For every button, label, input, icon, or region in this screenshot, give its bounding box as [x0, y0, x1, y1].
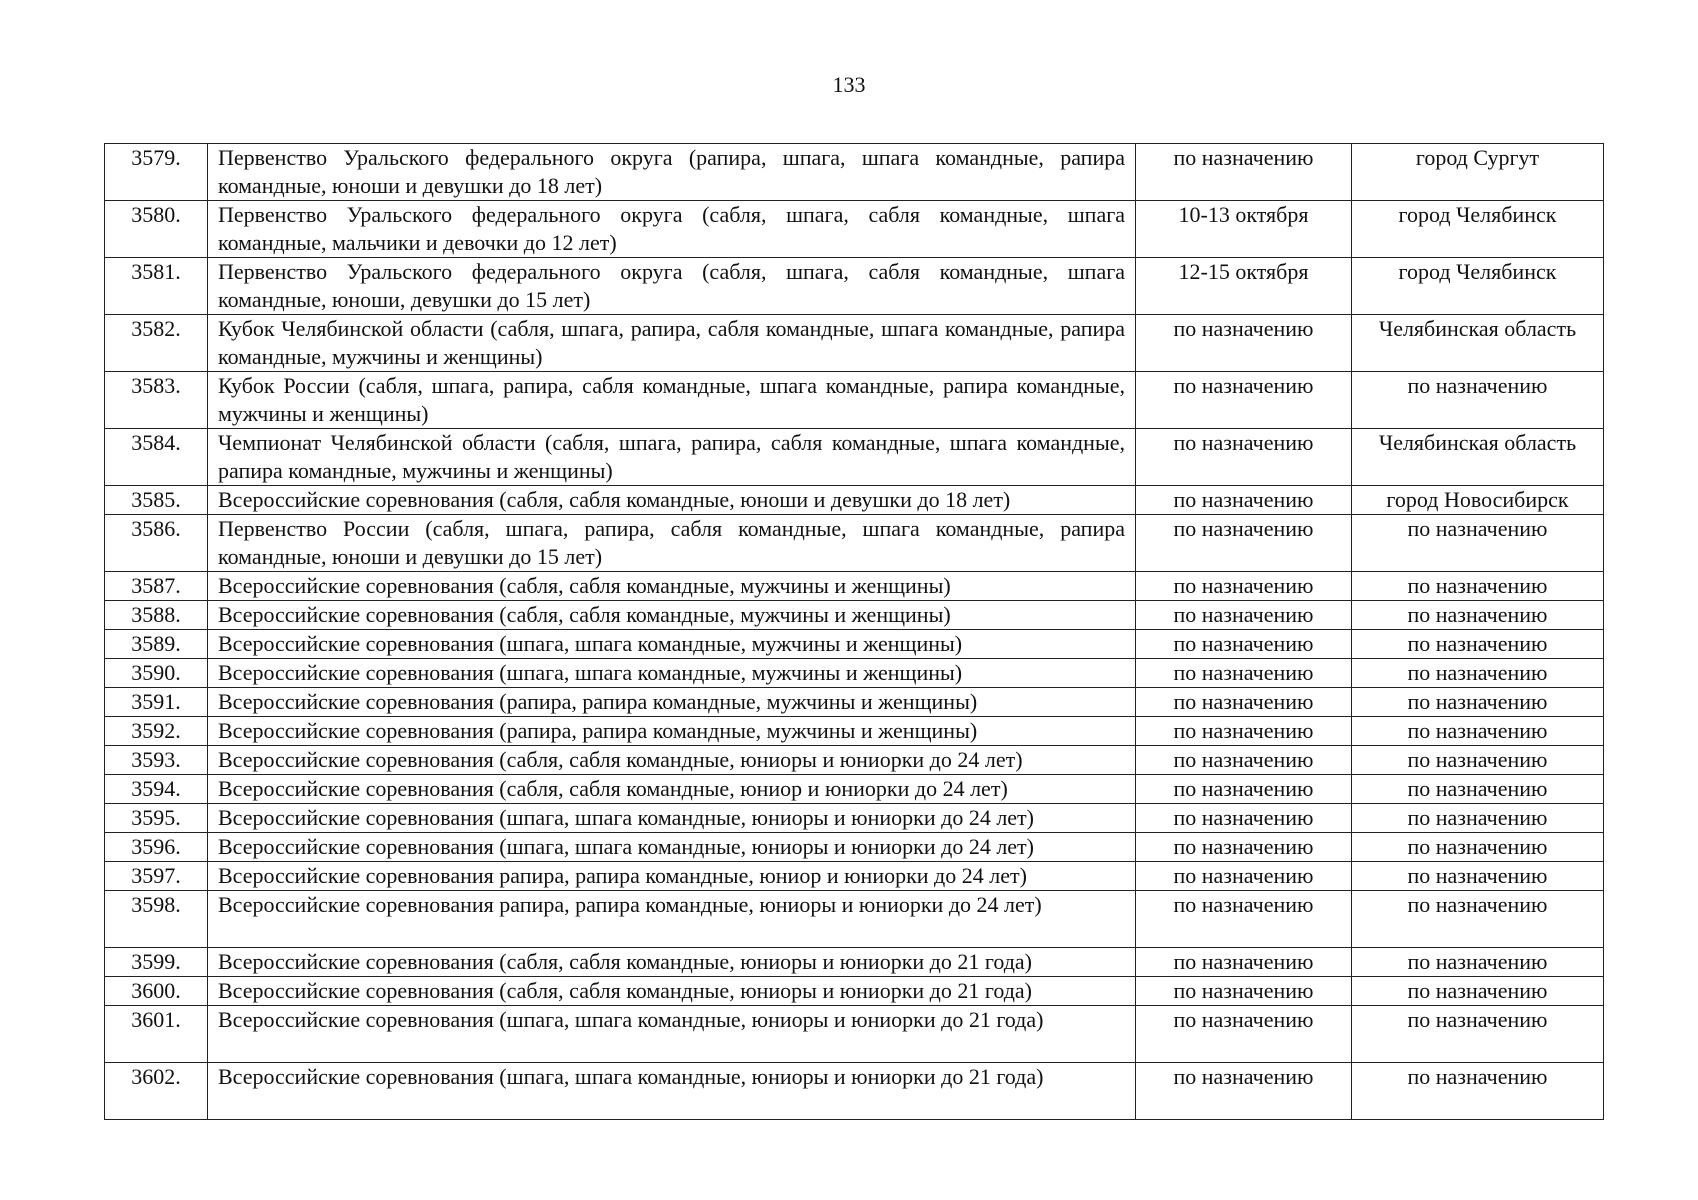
- table-row: [105, 372, 1604, 429]
- event-name: Всероссийские соревнования (шпага, шпага командные, юниоры и юниорки до 21 года): [208, 1063, 1136, 1120]
- event-location: город Челябинск: [1352, 258, 1604, 315]
- event-name: Первенство Уральского федерального округа (рапира, шпага, шпага командные, рапира командные, юноши и девушки до 18 лет): [208, 144, 1136, 201]
- event-dates: по назначению: [1136, 688, 1352, 717]
- event-dates: по назначению: [1136, 144, 1352, 201]
- event-name: Всероссийские соревнования (шпага, шпага командные, мужчины и женщины): [208, 630, 1136, 659]
- event-dates: по назначению: [1136, 572, 1352, 601]
- table-row: [105, 258, 1604, 315]
- event-dates: по назначению: [1136, 804, 1352, 833]
- row-number: 3582.: [105, 315, 208, 372]
- table-row: [105, 630, 1604, 659]
- event-location: по назначению: [1352, 572, 1604, 601]
- row-number: 3585.: [105, 486, 208, 515]
- page-number: 133: [832, 72, 866, 97]
- row-number: 3586.: [105, 515, 208, 572]
- row-number: 3596.: [105, 833, 208, 862]
- row-number: 3594.: [105, 775, 208, 804]
- row-number: 3598.: [105, 891, 208, 948]
- table-row: [105, 804, 1604, 833]
- table-row: [105, 201, 1604, 258]
- event-name: Всероссийские соревнования (сабля, сабля командные, юниор и юниорки до 24 лет): [208, 775, 1136, 804]
- event-location: по назначению: [1352, 1063, 1604, 1120]
- table-row: [105, 833, 1604, 862]
- event-dates: по назначению: [1136, 372, 1352, 429]
- table-row: [105, 429, 1604, 486]
- row-number: 3602.: [105, 1063, 208, 1120]
- event-location: по назначению: [1352, 862, 1604, 891]
- table-row: [105, 144, 1604, 201]
- row-number: 3580.: [105, 201, 208, 258]
- event-name: Кубок России (сабля, шпага, рапира, сабля командные, шпага командные, рапира командные, мужчины и женщины): [208, 372, 1136, 429]
- table-row: [105, 572, 1604, 601]
- row-number: 3592.: [105, 717, 208, 746]
- event-location: Челябинская область: [1352, 429, 1604, 486]
- event-dates: 12-15 октября: [1136, 258, 1352, 315]
- event-location: по назначению: [1352, 891, 1604, 948]
- event-name: Всероссийские соревнования (сабля, сабля командные, юниоры и юниорки до 21 года): [208, 977, 1136, 1006]
- event-location: по назначению: [1352, 1006, 1604, 1063]
- event-dates: по назначению: [1136, 948, 1352, 977]
- table-row: [105, 1063, 1604, 1120]
- event-dates: по назначению: [1136, 601, 1352, 630]
- event-name: Всероссийские соревнования (сабля, сабля командные, мужчины и женщины): [208, 601, 1136, 630]
- row-number: 3591.: [105, 688, 208, 717]
- event-name: Первенство Уральского федерального округа (сабля, шпага, сабля командные, шпага командные, юноши, девушки до 15 лет): [208, 258, 1136, 315]
- event-name: Всероссийские соревнования (рапира, рапира командные, мужчины и женщины): [208, 688, 1136, 717]
- row-number: 3589.: [105, 630, 208, 659]
- event-location: по назначению: [1352, 515, 1604, 572]
- table-row: [105, 746, 1604, 775]
- event-location: по назначению: [1352, 977, 1604, 1006]
- row-number: 3583.: [105, 372, 208, 429]
- row-number: 3601.: [105, 1006, 208, 1063]
- table-row: [105, 891, 1604, 948]
- event-location: по назначению: [1352, 372, 1604, 429]
- event-name: Всероссийские соревнования (сабля, сабля командные, юниоры и юниорки до 24 лет): [208, 746, 1136, 775]
- event-dates: по назначению: [1136, 717, 1352, 746]
- event-name: Всероссийские соревнования (сабля, сабля командные, мужчины и женщины): [208, 572, 1136, 601]
- table-row: [105, 717, 1604, 746]
- event-dates: по назначению: [1136, 833, 1352, 862]
- event-location: по назначению: [1352, 775, 1604, 804]
- event-dates: по назначению: [1136, 515, 1352, 572]
- table-row: [105, 977, 1604, 1006]
- event-name: Чемпионат Челябинской области (сабля, шпага, рапира, сабля командные, шпага командные, рапира командные, мужчины и женщины): [208, 429, 1136, 486]
- event-name: Всероссийские соревнования рапира, рапира командные, юниоры и юниорки до 24 лет): [208, 891, 1136, 948]
- event-dates: по назначению: [1136, 746, 1352, 775]
- event-dates: по назначению: [1136, 1006, 1352, 1063]
- event-dates: по назначению: [1136, 891, 1352, 948]
- event-name: Всероссийские соревнования (шпага, шпага командные, юниоры и юниорки до 24 лет): [208, 804, 1136, 833]
- event-location: город Новосибирск: [1352, 486, 1604, 515]
- event-name: Первенство России (сабля, шпага, рапира, сабля командные, шпага командные, рапира командные, юноши и девушки до 15 лет): [208, 515, 1136, 572]
- event-location: по назначению: [1352, 746, 1604, 775]
- table-row: [105, 659, 1604, 688]
- event-name: Первенство Уральского федерального округа (сабля, шпага, сабля командные, шпага командные, мальчики и девочки до 12 лет): [208, 201, 1136, 258]
- event-name: Всероссийские соревнования (шпага, шпага командные, мужчины и женщины): [208, 659, 1136, 688]
- event-dates: по назначению: [1136, 630, 1352, 659]
- row-number: 3587.: [105, 572, 208, 601]
- event-dates: по назначению: [1136, 429, 1352, 486]
- table-row: [105, 948, 1604, 977]
- event-location: по назначению: [1352, 630, 1604, 659]
- row-number: 3600.: [105, 977, 208, 1006]
- table-row: [105, 775, 1604, 804]
- row-number: 3584.: [105, 429, 208, 486]
- event-location: по назначению: [1352, 601, 1604, 630]
- event-name: Всероссийские соревнования (рапира, рапира командные, мужчины и женщины): [208, 717, 1136, 746]
- event-dates: по назначению: [1136, 659, 1352, 688]
- event-location: по назначению: [1352, 717, 1604, 746]
- table-row: [105, 862, 1604, 891]
- row-number: 3590.: [105, 659, 208, 688]
- event-dates: по назначению: [1136, 486, 1352, 515]
- event-location: по назначению: [1352, 688, 1604, 717]
- event-dates: 10-13 октября: [1136, 201, 1352, 258]
- event-location: по назначению: [1352, 659, 1604, 688]
- event-dates: по назначению: [1136, 775, 1352, 804]
- event-location: город Челябинск: [1352, 201, 1604, 258]
- table-row: [105, 486, 1604, 515]
- event-location: по назначению: [1352, 948, 1604, 977]
- event-name: Всероссийские соревнования (сабля, сабля командные, юноши и девушки до 18 лет): [208, 486, 1136, 515]
- table-row: [105, 1006, 1604, 1063]
- table-row: [105, 688, 1604, 717]
- table-row: [105, 515, 1604, 572]
- event-dates: по назначению: [1136, 1063, 1352, 1120]
- row-number: 3579.: [105, 144, 208, 201]
- event-name: Всероссийские соревнования (сабля, сабля командные, юниоры и юниорки до 21 года): [208, 948, 1136, 977]
- row-number: 3588.: [105, 601, 208, 630]
- row-number: 3599.: [105, 948, 208, 977]
- row-number: 3595.: [105, 804, 208, 833]
- table-row: [105, 315, 1604, 372]
- event-location: по назначению: [1352, 804, 1604, 833]
- event-name: Всероссийские соревнования (шпага, шпага командные, юниоры и юниорки до 21 года): [208, 1006, 1136, 1063]
- event-location: Челябинская область: [1352, 315, 1604, 372]
- event-name: Всероссийские соревнования рапира, рапира командные, юниор и юниорки до 24 лет): [208, 862, 1136, 891]
- event-name: Всероссийские соревнования (шпага, шпага командные, юниоры и юниорки до 24 лет): [208, 833, 1136, 862]
- events-table: [104, 143, 1604, 1120]
- row-number: 3581.: [105, 258, 208, 315]
- event-dates: по назначению: [1136, 977, 1352, 1006]
- event-dates: по назначению: [1136, 862, 1352, 891]
- row-number: 3593.: [105, 746, 208, 775]
- row-number: 3597.: [105, 862, 208, 891]
- event-location: по назначению: [1352, 833, 1604, 862]
- table-row: [105, 601, 1604, 630]
- event-dates: по назначению: [1136, 315, 1352, 372]
- event-name: Кубок Челябинской области (сабля, шпага, рапира, сабля командные, шпага командные, рапира командные, мужчины и женщины): [208, 315, 1136, 372]
- event-location: город Сургут: [1352, 144, 1604, 201]
